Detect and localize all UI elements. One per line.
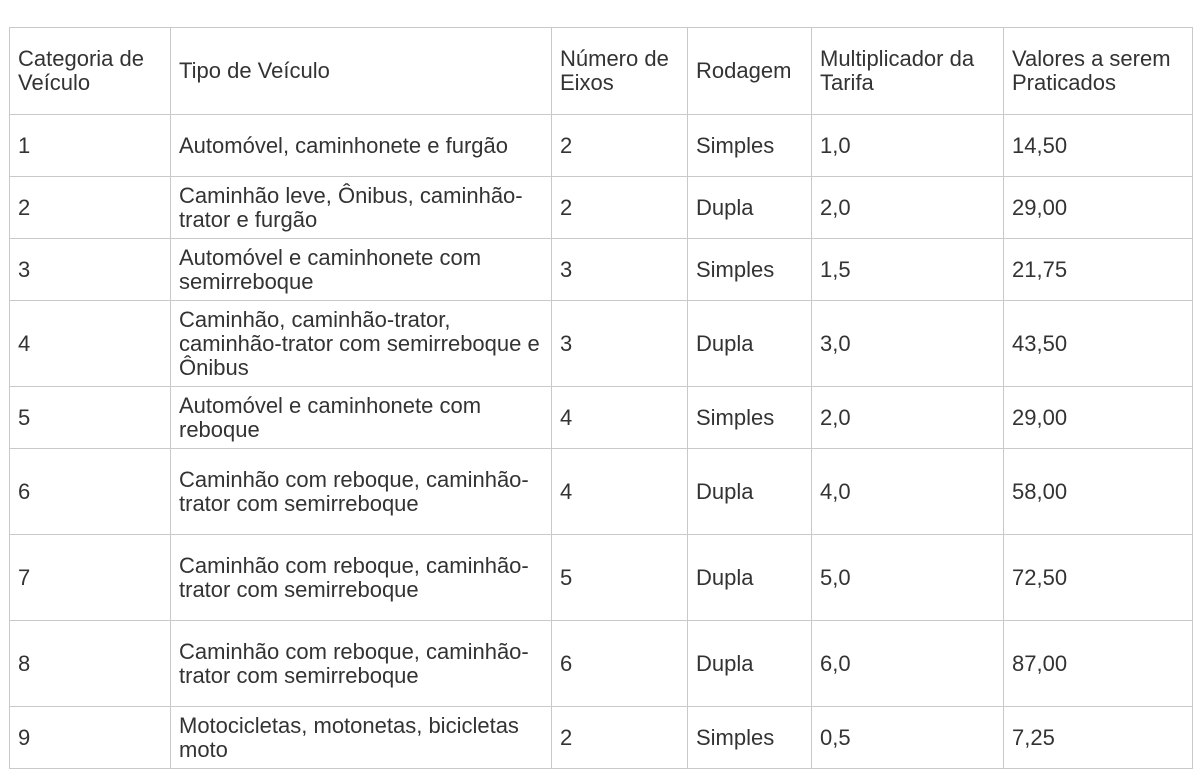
cell-valor: 21,75	[1004, 239, 1193, 301]
header-categoria: Categoria de Veículo	[10, 28, 171, 115]
cell-categoria: 5	[10, 387, 171, 449]
table-row	[10, 707, 1193, 769]
table-row	[10, 115, 1193, 177]
cell-multiplicador: 1,0	[812, 115, 1004, 177]
cell-tipo: Automóvel e caminhonete com reboque	[171, 387, 552, 449]
cell-rodagem: Simples	[688, 387, 812, 449]
cell-tipo: Automóvel, caminhonete e furgão	[171, 115, 552, 177]
header-multiplicador: Multiplicador da Tarifa	[812, 28, 1004, 115]
cell-rodagem: Dupla	[688, 449, 812, 535]
cell-tipo: Caminhão leve, Ônibus, caminhão-trator e furgão	[171, 177, 552, 239]
header-valores: Valores a serem Praticados	[1004, 28, 1193, 115]
cell-eixos: 3	[552, 239, 688, 301]
cell-multiplicador: 0,5	[812, 707, 1004, 769]
cell-tipo: Motocicletas, motonetas, bicicletas moto	[171, 707, 552, 769]
header-eixos: Número de Eixos	[552, 28, 688, 115]
cell-categoria: 9	[10, 707, 171, 769]
cell-eixos: 2	[552, 115, 688, 177]
cell-multiplicador: 3,0	[812, 301, 1004, 387]
table-row	[10, 387, 1193, 449]
cell-eixos: 2	[552, 177, 688, 239]
header-tipo: Tipo de Veículo	[171, 28, 552, 115]
cell-rodagem: Simples	[688, 707, 812, 769]
cell-rodagem: Dupla	[688, 177, 812, 239]
cell-tipo: Caminhão com reboque, caminhão-trator com semirreboque	[171, 535, 552, 621]
cell-categoria: 6	[10, 449, 171, 535]
cell-rodagem: Simples	[688, 115, 812, 177]
cell-categoria: 8	[10, 621, 171, 707]
table-row	[10, 449, 1193, 535]
cell-categoria: 4	[10, 301, 171, 387]
cell-tipo: Caminhão com reboque, caminhão-trator com semirreboque	[171, 449, 552, 535]
cell-categoria: 2	[10, 177, 171, 239]
cell-categoria: 1	[10, 115, 171, 177]
cell-eixos: 2	[552, 707, 688, 769]
cell-valor: 29,00	[1004, 177, 1193, 239]
cell-multiplicador: 2,0	[812, 177, 1004, 239]
cell-valor: 7,25	[1004, 707, 1193, 769]
cell-multiplicador: 5,0	[812, 535, 1004, 621]
toll-fare-table	[9, 27, 1193, 769]
cell-tipo: Automóvel e caminhonete com semirreboque	[171, 239, 552, 301]
cell-eixos: 4	[552, 449, 688, 535]
cell-valor: 29,00	[1004, 387, 1193, 449]
table-row	[10, 621, 1193, 707]
cell-multiplicador: 6,0	[812, 621, 1004, 707]
cell-eixos: 4	[552, 387, 688, 449]
cell-eixos: 3	[552, 301, 688, 387]
cell-tipo: Caminhão com reboque, caminhão-trator com semirreboque	[171, 621, 552, 707]
cell-rodagem: Dupla	[688, 301, 812, 387]
cell-rodagem: Simples	[688, 239, 812, 301]
cell-eixos: 6	[552, 621, 688, 707]
cell-multiplicador: 2,0	[812, 387, 1004, 449]
table-row	[10, 535, 1193, 621]
cell-rodagem: Dupla	[688, 535, 812, 621]
table-row	[10, 177, 1193, 239]
cell-valor: 43,50	[1004, 301, 1193, 387]
table-header-row	[10, 28, 1193, 115]
cell-multiplicador: 4,0	[812, 449, 1004, 535]
cell-valor: 14,50	[1004, 115, 1193, 177]
cell-rodagem: Dupla	[688, 621, 812, 707]
cell-tipo: Caminhão, caminhão-trator, caminhão-trator com semirreboque e Ônibus	[171, 301, 552, 387]
header-rodagem: Rodagem	[688, 28, 812, 115]
cell-categoria: 3	[10, 239, 171, 301]
cell-multiplicador: 1,5	[812, 239, 1004, 301]
cell-categoria: 7	[10, 535, 171, 621]
cell-valor: 72,50	[1004, 535, 1193, 621]
table-row	[10, 239, 1193, 301]
cell-valor: 58,00	[1004, 449, 1193, 535]
cell-valor: 87,00	[1004, 621, 1193, 707]
table-row	[10, 301, 1193, 387]
cell-eixos: 5	[552, 535, 688, 621]
toll-table-container	[9, 27, 1193, 769]
